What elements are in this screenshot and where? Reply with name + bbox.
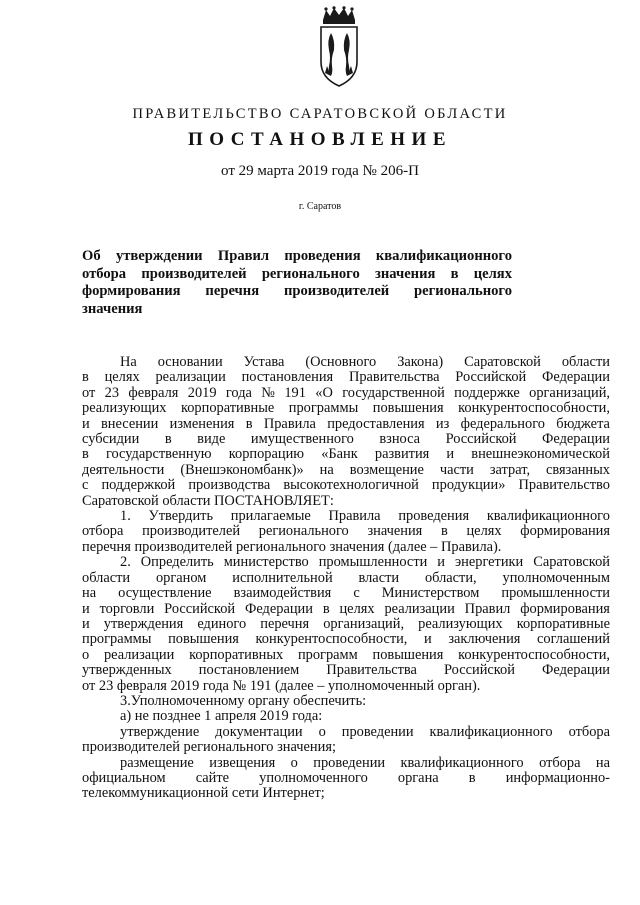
body-line: отбора производителей регионального значения в целях формирования — [82, 523, 610, 540]
body-line: и торговли Российской Федерации в целях реализации Правил формирования — [82, 600, 610, 617]
body-line: субсидии в виде имущественного взноса Российской Федерации — [82, 431, 610, 448]
body-line: в государственную корпорацию «Банк развития и внешнеэкономической — [82, 446, 610, 463]
body-line: 2. Определить министерство промышленности и энергетики Саратовской — [120, 554, 610, 571]
body-line: с поддержкой производства высокотехнологичной продукции» Правительство — [82, 477, 610, 494]
document-type: ПОСТАНОВЛЕНИЕ — [187, 129, 453, 150]
body-line: телекоммуникационной сети Интернет; — [82, 785, 325, 802]
body-line: от 23 февраля 2019 года № 191 «О государственной поддержке организаций, — [82, 384, 610, 401]
body-line: На основании Устава (Основного Закона) Саратовской области — [120, 354, 610, 370]
body-line: производителей регионального значения; — [82, 739, 336, 756]
body-line: утвержденных постановлением Правительства Российской Федерации — [82, 662, 610, 679]
body-line: официальном сайте уполномоченного органа в информационно- — [82, 769, 610, 786]
body-line: и внесении изменения в Правила предоставления из федерального бюджета — [82, 415, 610, 432]
body-line: а) не позднее 1 апреля 2019 года: — [120, 708, 323, 725]
city: г. Саратов — [298, 201, 342, 212]
body-line: области органом исполнительной власти области, уполномоченным — [82, 569, 610, 586]
body-line: на осуществление взаимодействия с Министерством промышленности — [82, 585, 610, 602]
body-line: перечня производителей регионального значения (далее – Правила). — [82, 538, 502, 555]
body-line: размещение извещения о проведении квалификационного отбора на — [120, 754, 610, 771]
body-line: Саратовской области ПОСТАНОВЛЯЕТ: — [82, 492, 334, 509]
body-line: и утверждения единого перечня организаций, реализующих корпоративные — [82, 615, 610, 632]
body-line: от 23 февраля 2019 года № 191 (далее – уполномоченный орган). — [82, 677, 481, 694]
body-line: программы повышения конкурентоспособности, и заключения соглашений — [82, 631, 610, 648]
body-line: о реализации корпоративных программ повышения конкурентоспособности, — [82, 646, 610, 663]
body-line: 3.Уполномоченному органу обеспечить: — [120, 692, 367, 709]
government-header: ПРАВИТЕЛЬСТВО САРАТОВСКОЙ ОБЛАСТИ — [132, 106, 508, 122]
body-line: 1. Утвердить прилагаемые Правила проведения квалификационного — [120, 508, 610, 525]
body-line: в целях реализации постановления Правительства Российской Федерации — [82, 369, 610, 386]
document-title: Об утверждении Правил проведения квалификационного отбора производителей регионального значения в целях формирования перечня производителей регионального значения — [82, 248, 512, 317]
body-line: утверждение документации о проведении квалификационного отбора — [120, 723, 610, 740]
coat-of-arms-icon — [317, 6, 361, 88]
date-and-number: от 29 марта 2019 года № 206-П — [221, 163, 419, 179]
body-line: деятельности (Внешэкономбанк)» на возмещение части затрат, связанных — [82, 461, 610, 478]
body-line: реализующих корпоративные программы повышения конкурентоспособности, — [82, 400, 610, 417]
document-body — [82, 355, 610, 802]
